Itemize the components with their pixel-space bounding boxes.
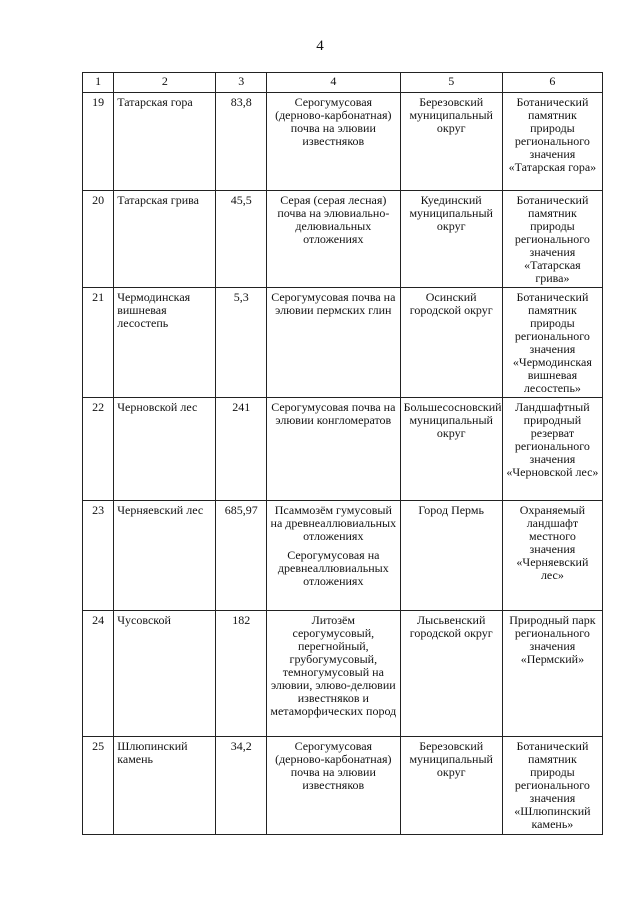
- row-number: 19: [83, 93, 114, 191]
- area-name: Черновской лес: [114, 398, 216, 501]
- protected-areas-table: [82, 72, 603, 835]
- area-name: Татарская грива: [114, 191, 216, 288]
- row-number: 21: [83, 288, 114, 398]
- protection-status: Природный парк регионального значения «Пермский»: [502, 611, 602, 737]
- soil-type: [267, 288, 400, 398]
- area-name: Чусовской: [114, 611, 216, 737]
- header-cell: 4: [267, 73, 400, 93]
- soil-type-entry: Серогумусовая на древнеаллювиальных отложениях: [277, 548, 389, 588]
- district: Большесосновский муниципальный округ: [400, 398, 502, 501]
- area-name: Черняевский лес: [114, 501, 216, 611]
- district: Березовский муниципальный округ: [400, 737, 502, 835]
- area-name: Чермодинская вишневая лесостепь: [114, 288, 216, 398]
- district: Лысьвенский городской округ: [400, 611, 502, 737]
- soil-type-entry: Серая (серая лесная) почва на элювиально-делювиальных отложениях: [277, 193, 390, 246]
- district: Березовский муниципальный округ: [400, 93, 502, 191]
- soil-type: [267, 611, 400, 737]
- area-name: Шлюпинский камень: [114, 737, 216, 835]
- area-name: Татарская гора: [114, 93, 216, 191]
- protection-status: Ботанический памятник природы регионального значения «Татарская гора»: [502, 93, 602, 191]
- protection-status: Ботанический памятник природы регионального значения «Шлюпинский камень»: [502, 737, 602, 835]
- header-cell: 3: [216, 73, 267, 93]
- area-size: 182: [216, 611, 267, 737]
- soil-type: [267, 737, 400, 835]
- row-number: 23: [83, 501, 114, 611]
- header-cell: 1: [83, 73, 114, 93]
- district: Осинский городской округ: [400, 288, 502, 398]
- table-header-row: [83, 73, 603, 93]
- table-row: [83, 737, 603, 835]
- soil-type: [267, 398, 400, 501]
- protection-status: Охраняемый ландшафт местного значения «Черняевский лес»: [502, 501, 602, 611]
- row-number: 20: [83, 191, 114, 288]
- soil-type: [267, 191, 400, 288]
- row-number: 22: [83, 398, 114, 501]
- table-row: [83, 398, 603, 501]
- protection-status: Ботанический памятник природы регионального значения «Чермодинская вишневая лесостепь»: [502, 288, 602, 398]
- row-number: 25: [83, 737, 114, 835]
- protection-status: Ботанический памятник природы регионального значения «Татарская грива»: [502, 191, 602, 288]
- soil-type: [267, 501, 400, 611]
- district: Город Пермь: [400, 501, 502, 611]
- soil-type-entry: Серогумусовая (дерново-карбонатная) почва на элювии известняков: [275, 739, 392, 792]
- table-row: [83, 288, 603, 398]
- row-number: 24: [83, 611, 114, 737]
- soil-type-entry: Серогумусовая почва на элювии пермских глин: [271, 290, 396, 317]
- soil-type-entry: Серогумусовая почва на элювии конгломератов: [271, 400, 396, 427]
- table-row: [83, 501, 603, 611]
- header-cell: 5: [400, 73, 502, 93]
- area-size: 45,5: [216, 191, 267, 288]
- table-row: [83, 93, 603, 191]
- area-size: 34,2: [216, 737, 267, 835]
- area-size: 685,97: [216, 501, 267, 611]
- soil-type: [267, 93, 400, 191]
- page-number: 4: [316, 38, 324, 54]
- area-size: 241: [216, 398, 267, 501]
- soil-type-entry: Псаммозём гумусовый на древнеаллювиальных отложениях: [270, 503, 397, 543]
- protection-status: Ландшафтный природный резерват регионального значения «Черновской лес»: [502, 398, 602, 501]
- table-row: [83, 611, 603, 737]
- soil-type-entry: Литозём серогумусовый, перегнойный, грубогумусовый, темногумусовый на элювии, элюво-делювии известняков и метаморфических пород: [270, 613, 397, 718]
- area-size: 5,3: [216, 288, 267, 398]
- table-row: [83, 191, 603, 288]
- header-cell: 2: [114, 73, 216, 93]
- soil-type-entry: Серогумусовая (дерново-карбонатная) почва на элювии известняков: [275, 95, 392, 148]
- district: Куединский муниципальный округ: [400, 191, 502, 288]
- area-size: 83,8: [216, 93, 267, 191]
- header-cell: 6: [502, 73, 602, 93]
